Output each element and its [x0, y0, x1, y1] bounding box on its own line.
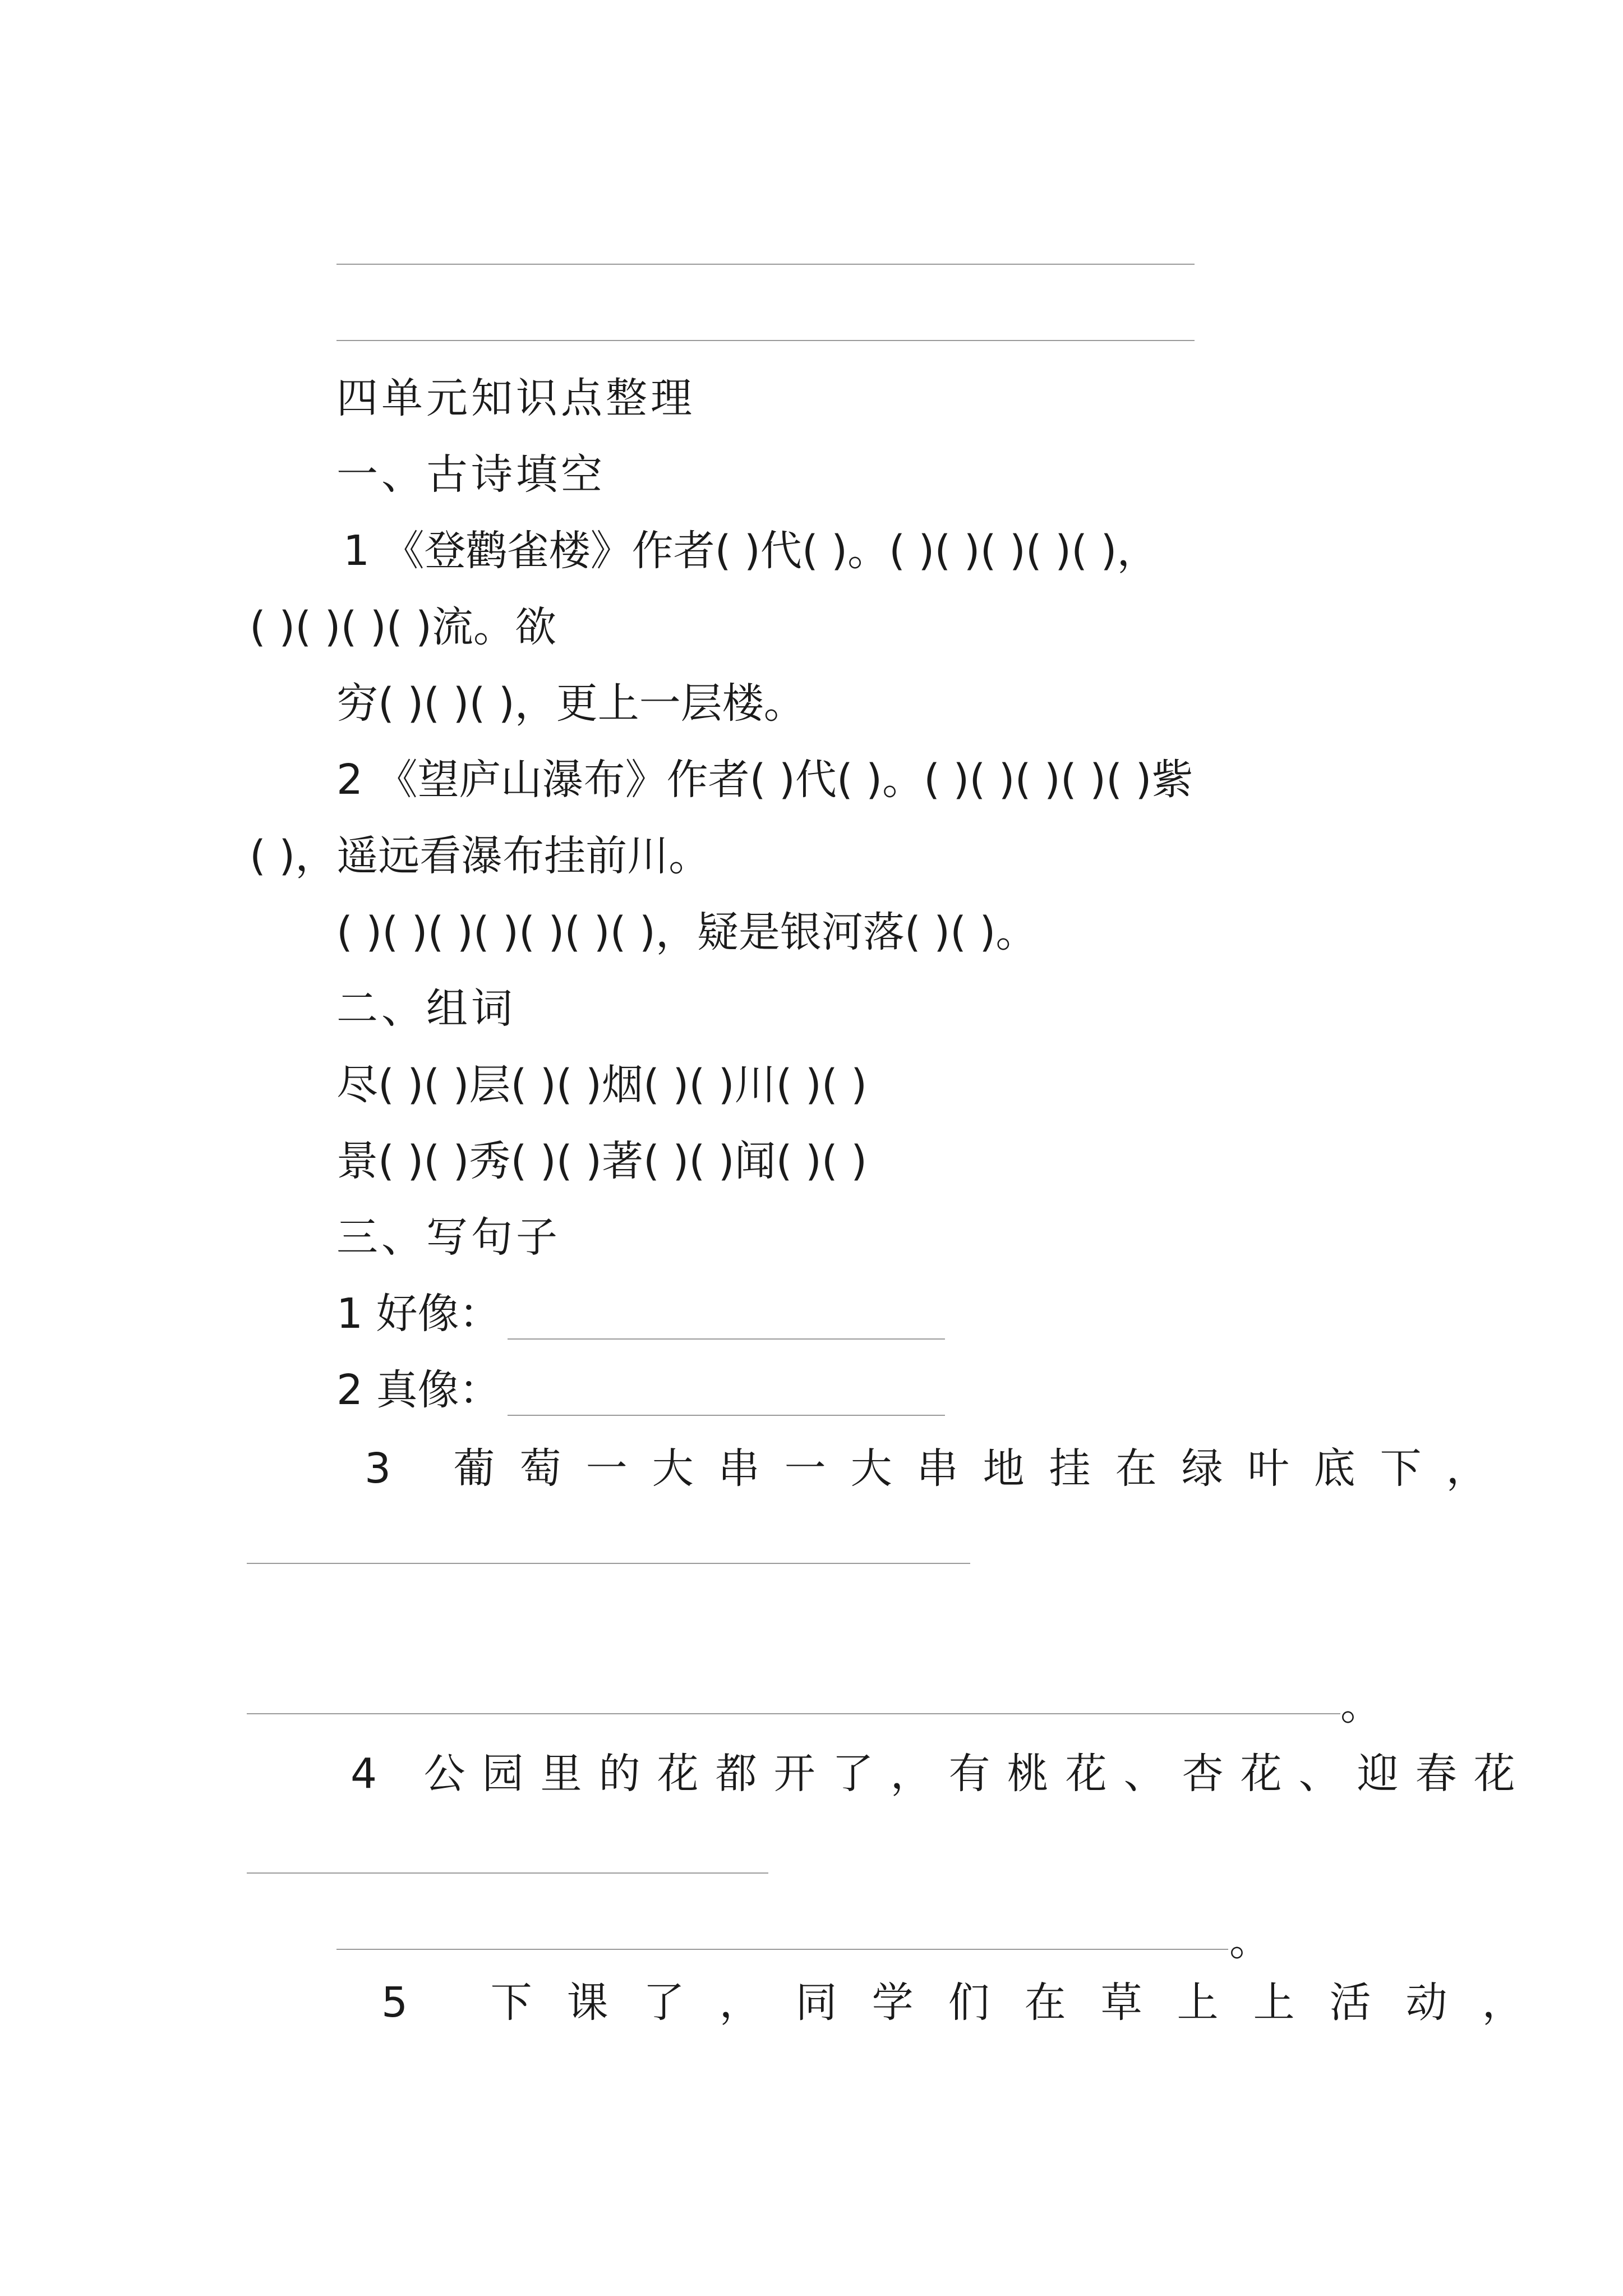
poem-question-1-line-3: 穷( )( )( )，更上一层楼。	[336, 679, 805, 728]
sentence-4-answer-line-2	[336, 1949, 1228, 1950]
sentence-4-end-mark: 。	[1229, 1917, 1271, 1965]
sentence-1-prompt: 1 好像：	[336, 1290, 501, 1338]
sentence-4-answer-line-1	[247, 1872, 768, 1874]
section-title-word-building: 二、组词	[336, 984, 516, 1033]
page-heading: 四单元知识点整理	[336, 374, 695, 422]
sentence-3-end-mark: 。	[1340, 1681, 1382, 1729]
word-building-row-1: 尽( )( )层( )( )烟( )( )川( )( )	[336, 1061, 868, 1109]
answer-line	[336, 340, 1195, 341]
sentence-3-answer-line-1	[247, 1563, 970, 1564]
answer-line	[336, 264, 1195, 265]
section-title-poems: 一、古诗填空	[336, 450, 606, 499]
poem-question-1-line-1: 1 《登鹳雀楼》作者( )代( )。( )( )( )( )( )，	[343, 527, 1159, 575]
poem-question-2-line-2: ( )，遥远看瀑布挂前川。	[250, 832, 711, 880]
poem-question-2-line-3: ( )( )( )( )( )( )( )，疑是银河落( )( )。	[336, 908, 1038, 956]
sentence-3-answer-line-2	[247, 1713, 1340, 1714]
section-title-sentences: 三、写句子	[336, 1213, 561, 1262]
sentence-4-prompt: 4 公园里的花都开了，有桃花、杏花、迎春花	[351, 1750, 1532, 1798]
poem-question-1-line-2: ( )( )( )( )流。欲	[250, 603, 557, 651]
sentence-5-prompt: 5 下课了，同学们在草上上活动，	[381, 1978, 1559, 2027]
poem-question-2-line-1: 2 《望庐山瀑布》作者( )代( )。( )( )( )( )( )紫	[336, 756, 1193, 804]
sentence-2-prompt: 2 真像：	[336, 1366, 501, 1414]
word-building-row-2: 景( )( )秀( )( )著( )( )闻( )( )	[336, 1137, 868, 1185]
sentence-1-answer-line	[508, 1338, 945, 1340]
sentence-2-answer-line	[508, 1415, 945, 1416]
sentence-3-prompt: 3 葡萄一大串一大串地挂在绿叶底下，	[365, 1444, 1513, 1493]
